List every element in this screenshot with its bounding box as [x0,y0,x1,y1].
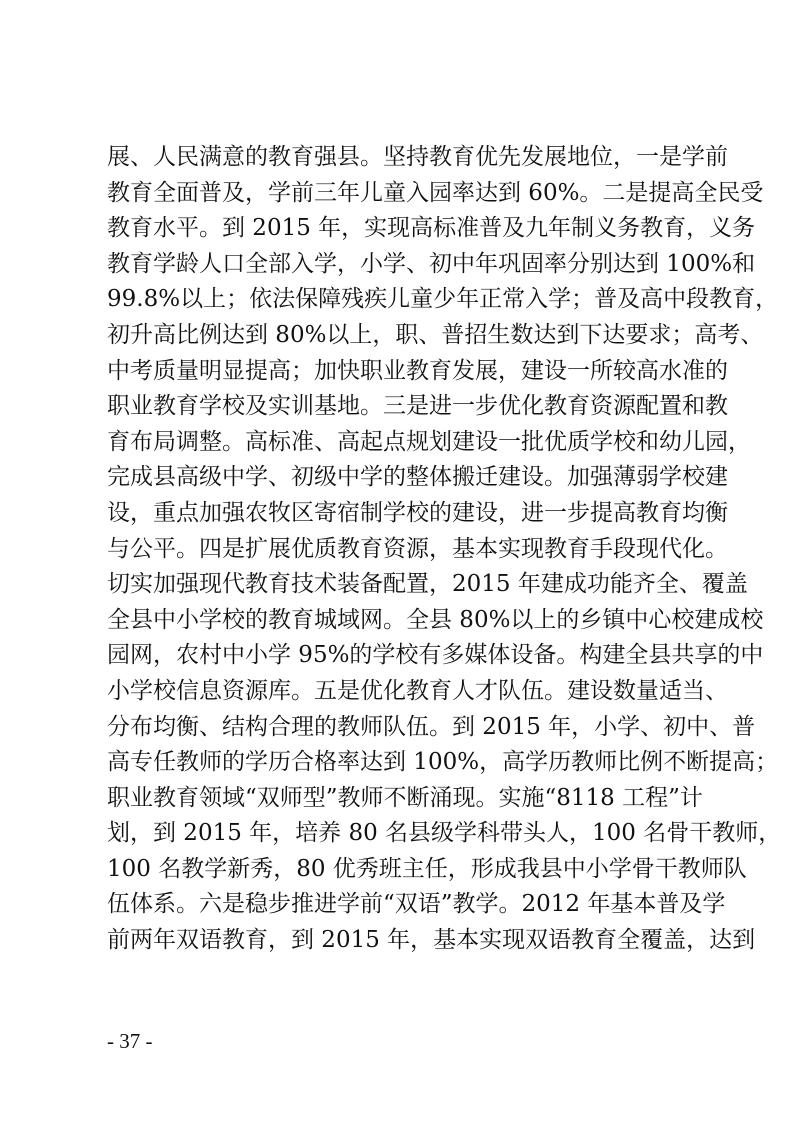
page-body [107,140,782,959]
text-line: 初升高比例达到 80%以上，职、普招生数达到下达要求；高考、 [107,321,764,348]
page-number: - 37 - [107,1029,153,1053]
text-line: 划，到 2015 年，培养 80 名县级学科带头人，100 名骨干教师， [107,820,782,847]
text-line: 99.8%以上；依法保障残疾儿童少年正常入学；普及高中段教育， [107,286,779,313]
text-line: 完成县高级中学、初级中学的整体搬迁建设。加强薄弱学校建 [107,464,728,491]
text-line: 设，重点加强农牧区寄宿制学校的建设，进一步提高教育均衡 [107,499,728,526]
text-line: 切实加强现代教育技术装备配置，2015 年建成功能齐全、覆盖 [107,571,748,598]
text-line: 与公平。四是扩展优质教育资源，基本实现教育手段现代化。 [107,535,728,562]
text-line: 小学校信息资源库。五是优化教育人才队伍。建设数量适当、 [107,677,728,704]
text-line: 教育水平。到 2015 年，实现高标准普及九年制义务教育，义务 [107,215,756,242]
text-line: 教育学龄人口全部入学，小学、初中年巩固率分别达到 100%和 [107,250,756,277]
text-line: 园网，农村中小学 95%的学校有多媒体设备。构建全县共享的中 [107,642,764,669]
text-line: 伍体系。六是稳步推进学前“双语”教学。2012 年基本普及学 [107,891,726,918]
text-line: 职业教育学校及实训基地。三是进一步优化教育资源配置和教 [107,393,728,420]
text-line: 100 名教学新秀，80 优秀班主任，形成我县中小学骨干教师队 [107,855,747,882]
text-line: 分布均衡、结构合理的教师队伍。到 2015 年，小学、初中、普 [107,713,756,740]
text-line: 前两年双语教育，到 2015 年，基本实现双语教育全覆盖，达到 [107,927,756,954]
text-line: 展、人民满意的教育强县。坚持教育优先发展地位，一是学前 [107,144,728,170]
text-line: 全县中小学校的教育城域网。全县 80%以上的乡镇中心校建成校 [107,606,764,633]
text-line: 职业教育领域“双师型”教师不断涌现。实施“8118 工程”计 [107,784,703,811]
text-line: 教育全面普及，学前三年儿童入园率达到 60%。二是提高全民受 [107,179,764,206]
text-line: 中考质量明显提高；加快职业教育发展，建设一所较高水准的 [107,357,728,384]
text-line: 高专任教师的学历合格率达到 100%，高学历教师比例不断提高； [107,749,779,776]
text-line: 育布局调整。高标准、高起点规划建设一批优质学校和幼儿园， [107,428,751,455]
